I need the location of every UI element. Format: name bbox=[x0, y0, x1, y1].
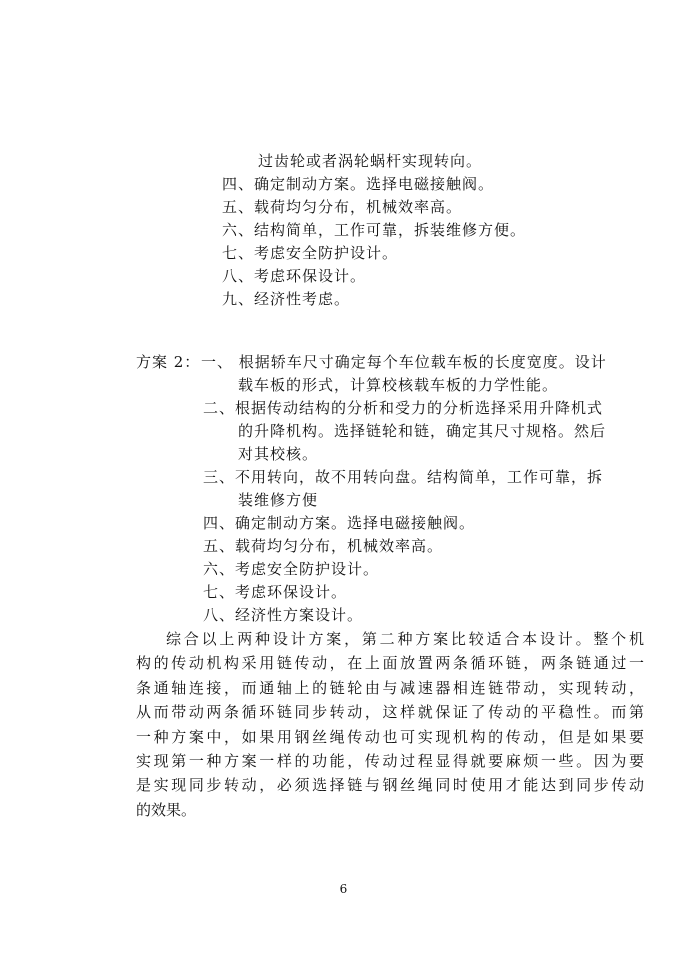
scheme2-item-2-cont: 对其校核。 bbox=[238, 445, 319, 463]
paragraph-line: 的效果。 bbox=[136, 800, 197, 819]
scheme2-item-5: 五、载荷均匀分布，机械效率高。 bbox=[203, 537, 444, 555]
list-item: 九、经济性考虑。 bbox=[222, 290, 351, 308]
list-item: 八、考虑环保设计。 bbox=[222, 267, 367, 285]
scheme2-item-8: 八、经济性方案设计。 bbox=[203, 606, 364, 624]
scheme2-item-3-cont: 装维修方便 bbox=[238, 491, 319, 509]
scheme2-item-4: 四、确定制动方案。选择电磁接触阀。 bbox=[203, 514, 476, 532]
list-item: 六、结构简单，工作可靠，拆装维修方便。 bbox=[222, 221, 527, 239]
paragraph-line: 是实现同步转动，必须选择链与钢丝绳同时使用才能达到同步传动 bbox=[136, 776, 644, 795]
scheme2-item-1-cont: 载车板的形式，计算校核载车板的力学性能。 bbox=[238, 376, 559, 394]
paragraph-line: 实现第一种方案一样的功能，传动过程显得就要麻烦一些。因为要 bbox=[136, 751, 644, 770]
conclusion-paragraph bbox=[136, 627, 644, 822]
page-number: 6 bbox=[339, 882, 348, 896]
scheme2-item-3: 三、不用转向，故不用转向盘。结构简单，工作可靠，拆 bbox=[203, 468, 604, 486]
list-item: 四、确定制动方案。选择电磁接触阀。 bbox=[222, 175, 495, 193]
scheme2-item-2: 二、根据传动结构的分析和受力的分析选择采用升降机式 bbox=[203, 399, 604, 417]
scheme2-item-1: 一、 根据轿车尺寸确定每个车位载车板的长度宽度。设计 bbox=[201, 353, 607, 371]
scheme2-item-2-cont: 的升降机构。选择链轮和链，确定其尺寸规格。然后 bbox=[238, 422, 607, 440]
paragraph-line: 从而带动两条循环链同步转动，这样就保证了传动的平稳性。而第 bbox=[136, 703, 644, 722]
list-item: 五、载荷均匀分布，机械效率高。 bbox=[222, 198, 463, 216]
scheme2-item-7: 七、考虑环保设计。 bbox=[203, 583, 348, 601]
continuation-line: 过齿轮或者涡轮蜗杆实现转向。 bbox=[258, 152, 483, 170]
paragraph-line: 综合以上两种设计方案，第二种方案比较适合本设计。整个机 bbox=[166, 630, 644, 648]
scheme2-label: 方案 2： bbox=[136, 353, 201, 371]
paragraph-line: 一种方案中，如果用钢丝绳传动也可实现机构的传动，但是如果要 bbox=[136, 727, 644, 746]
paragraph-line: 条通轴连接，而通轴上的链轮由与减速器相连链带动，实现转动， bbox=[136, 678, 644, 697]
paragraph-line: 构的传动机构采用链传动，在上面放置两条循环链，两条链通过一 bbox=[136, 654, 644, 673]
scheme2-item-6: 六、考虑安全防护设计。 bbox=[203, 560, 380, 578]
list-item: 七、考虑安全防护设计。 bbox=[222, 244, 399, 262]
